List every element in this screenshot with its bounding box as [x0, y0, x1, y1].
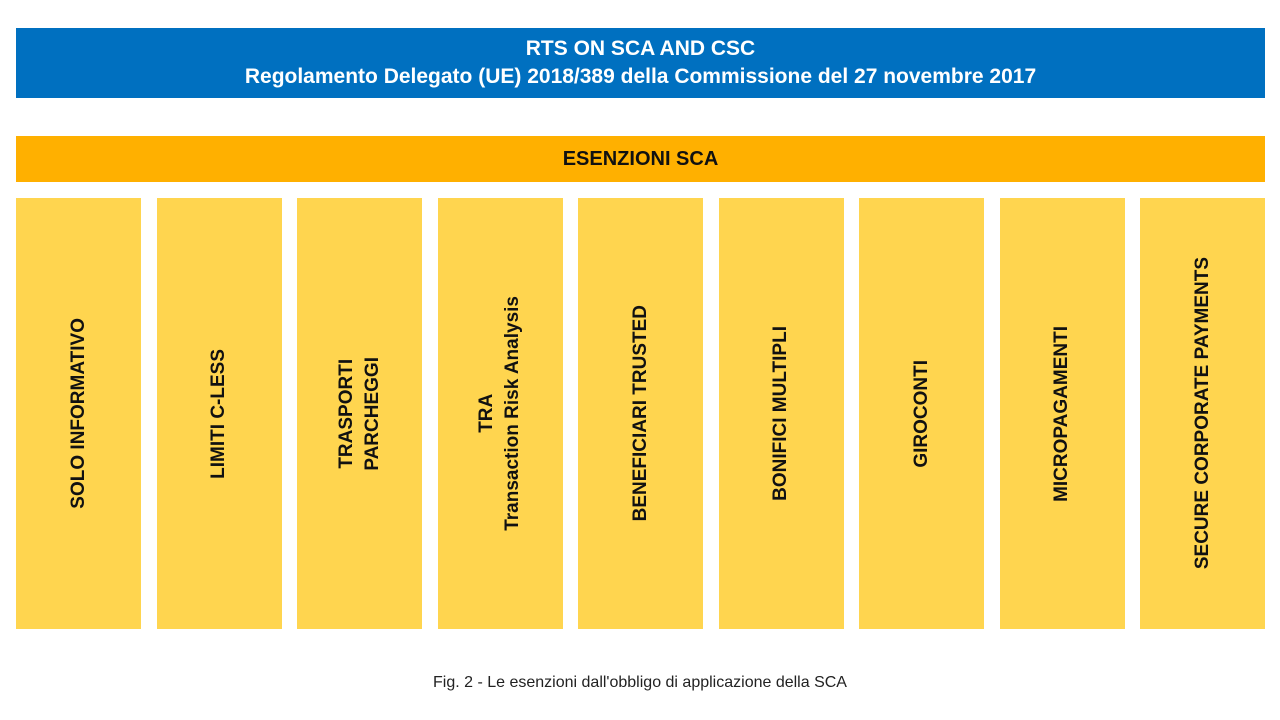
exemption-label-line: BENEFICIARI TRUSTED — [629, 305, 651, 522]
exemption-label-line: MICROPAGAMENTI — [1051, 325, 1072, 502]
exemption-box-micropagamenti — [1000, 198, 1125, 629]
exemption-boxes — [16, 198, 1265, 629]
exemption-label-line: LIMITI C-LESS — [208, 348, 229, 479]
title-banner — [16, 28, 1265, 98]
exemption-label — [1190, 257, 1216, 569]
exemption-box-trasporti-parcheggi — [297, 198, 422, 629]
exemptions-header — [16, 136, 1265, 182]
exemption-box-bonifici-multipli — [719, 198, 844, 629]
exemption-box-solo-informativo — [16, 198, 141, 629]
banner-subtitle: Regolamento Delegato (UE) 2018/389 della Commissione del 27 novembre 2017 — [244, 65, 1037, 88]
exemption-label-line: BONIFICI MULTIPLI — [770, 326, 791, 501]
exemption-box-beneficiari-trusted — [578, 198, 703, 629]
exemption-box-giroconti — [859, 198, 984, 629]
exemption-label — [334, 357, 386, 471]
exemption-label-line: Transaction Risk Analysis — [502, 296, 523, 531]
exemption-label-line: TRASPORTI — [335, 358, 357, 469]
exemptions-header-label: ESENZIONI SCA — [562, 147, 719, 170]
exemption-label — [474, 296, 526, 531]
banner-title: RTS ON SCA AND CSC — [525, 37, 756, 60]
exemption-label-line: PARCHEGGI — [361, 356, 383, 471]
exemption-label-line: SOLO INFORMATIVO — [67, 318, 89, 509]
exemption-box-limiti-c-less — [157, 198, 282, 629]
exemption-box-tra — [438, 198, 563, 629]
exemption-label — [628, 305, 654, 521]
exemption-label-line: SECURE CORPORATE PAYMENTS — [1191, 257, 1213, 570]
exemption-label — [768, 326, 794, 501]
exemption-label — [206, 349, 232, 479]
exemption-box-secure-corporate-payments — [1140, 198, 1265, 629]
exemption-label-line: GIROCONTI — [910, 359, 932, 468]
exemption-label-line: TRA — [476, 393, 497, 434]
exemption-label — [66, 318, 92, 509]
exemption-label — [1049, 326, 1075, 502]
figure-caption: Fig. 2 - Le esenzioni dall'obbligo di applicazione della SCA — [433, 674, 847, 691]
exemption-label — [909, 360, 935, 468]
